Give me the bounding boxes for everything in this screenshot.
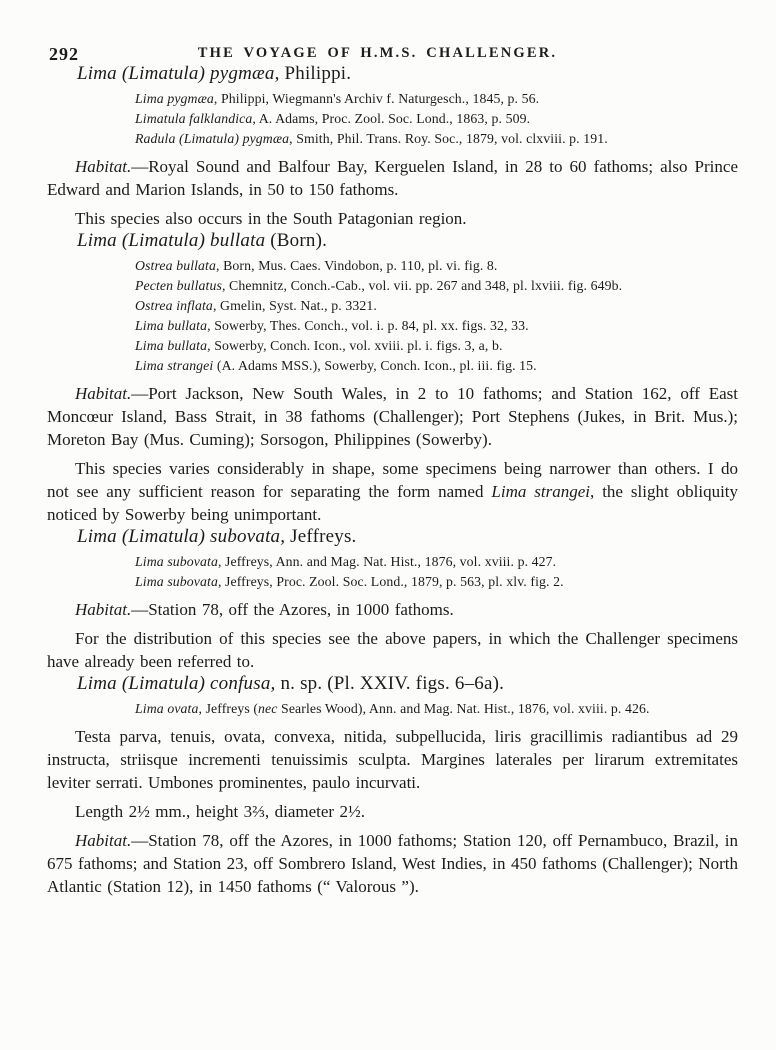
species-heading [77, 63, 738, 84]
synonymy-list [135, 89, 738, 149]
synonym-ref: , Gmelin, Syst. Nat., p. 3321. [212, 298, 377, 313]
synonym-line [135, 109, 738, 129]
synonym-line [135, 699, 738, 719]
synonym-name: Ostrea inflata [135, 298, 213, 313]
synonym-line [135, 256, 738, 276]
synonym-ref: , Chemnitz, Conch.-Cab., vol. vii. pp. 267 and 348, pl. lxviii. fig. 649b. [221, 278, 623, 293]
habitat-text: —Royal Sound and Balfour Bay, Kerguelen Island, in 28 to 60 fathoms; also Prince Edward and Marion Islands, in 50 to 150 fathoms. [47, 157, 738, 199]
synonymy-list [135, 699, 738, 719]
synonym-line [135, 572, 738, 592]
species-heading [77, 673, 738, 694]
species-heading [77, 526, 738, 547]
habitat-label: Habitat. [75, 600, 132, 619]
synonym-line [135, 89, 738, 109]
note-text: , the slight obliquity noticed by Sowerby being unimportant. [47, 482, 739, 524]
synonym-name: Pecten bullatus [135, 278, 222, 293]
habitat-paragraph [47, 155, 738, 201]
running-title: THE VOYAGE OF H.M.S. CHALLENGER. [197, 45, 558, 61]
habitat-paragraph [47, 598, 738, 621]
habitat-paragraph [47, 829, 738, 898]
synonym-name: Lima subovata [135, 554, 218, 569]
measurements-line: Length 2½ mm., height 3⅔, diameter 2½. [75, 802, 366, 821]
synonym-ref: Searles Wood), Ann. and Mag. Nat. Hist., 1876, vol. xviii. p. 426. [277, 701, 650, 716]
synonym-line [135, 276, 738, 296]
section-bullata [47, 230, 738, 526]
species-name: Lima (Limatula) bullata [77, 230, 266, 251]
synonym-name: Limatula falklandica [135, 111, 253, 126]
synonym-name: Radula (Limatula) pygmæa [135, 131, 290, 146]
species-author: n. sp. (Pl. XXIV. figs. 6–6a). [275, 673, 505, 694]
synonym-ref: (A. Adams MSS.), Sowerby, Conch. Icon., pl. iii. fig. 15. [213, 358, 537, 373]
note-paragraph [47, 457, 738, 526]
synonym-ref: , A. Adams, Proc. Zool. Soc. Lond., 1863, p. 509. [252, 111, 531, 126]
section-subovata [47, 526, 738, 673]
species-author: (Born). [265, 230, 328, 251]
section-confusa [47, 673, 738, 898]
species-heading [77, 230, 738, 251]
synonym-ref: , Sowerby, Conch. Icon., vol. xviii. pl. i. figs. 3, a, b. [207, 338, 503, 353]
synonym-ref: , Jeffreys, Ann. and Mag. Nat. Hist., 1876, vol. xviii. p. 427. [217, 554, 557, 569]
synonym-name: Lima pygmæa [135, 91, 214, 106]
habitat-text: —Station 78, off the Azores, in 1000 fathoms; Station 120, off Pernambuco, Brazil, in 675 fathoms; and Station 23, off Sombrero Island, West Indies, in 450 fathoms (Challenger); North Atlantic (Station 12), in 1450 fathoms (“ Valorous ”). [47, 831, 738, 896]
synonym-name: Lima strangei [135, 358, 214, 373]
species-author: Jeffreys. [285, 526, 357, 547]
synonym-name: Ostrea bullata [135, 258, 216, 273]
synonym-line [135, 336, 738, 356]
species-name: Lima (Limatula) pygmæa, [77, 63, 280, 84]
species-name: Lima (Limatula) subovata, [77, 526, 286, 547]
synonymy-list [135, 256, 738, 376]
synonym-ref: , Smith, Phil. Trans. Roy. Soc., 1879, vol. clxviii. p. 191. [289, 131, 608, 146]
synonym-ref: , Jeffreys, Proc. Zool. Soc. Lond., 1879, p. 563, pl. xlv. fig. 2. [217, 574, 564, 589]
note-text: This species varies considerably in shape, some specimens being narrower than others. I do not see any sufficient reason for separating the form named [47, 459, 738, 501]
habitat-label: Habitat. [75, 831, 132, 850]
synonym-line [135, 316, 738, 336]
habitat-paragraph [47, 382, 738, 451]
section-pygmaea [47, 63, 738, 230]
synonym-ref-nec: nec [258, 701, 278, 716]
habitat-text: —Port Jackson, New South Wales, in 2 to 10 fathoms; and Station 162, off East Moncœur Island, Bass Strait, in 38 fathoms (Challenger); Port Stephens (Jukes, in Brit. Mus.); Moreton Bay (Mus. Cuming); Sorsogon, Philippines (Sowerby). [47, 384, 738, 449]
synonym-line [135, 552, 738, 572]
latin-description: Testa parva, tenuis, ovata, convexa, nitida, subpellucida, liris gracillimis radiantibus ad 29 instructa, striisque incrementi tenuissimis sculpta. Margines laterales per lirarum extremitates leviter serrati. Umbones prominentes, paulo incurvati. [47, 727, 738, 792]
synonym-name: Lima ovata [135, 701, 199, 716]
synonym-line [135, 356, 738, 376]
synonym-name: Lima bullata [135, 338, 208, 353]
synonym-line [135, 129, 738, 149]
synonym-name: Lima subovata [135, 574, 218, 589]
synonym-ref: , Born, Mus. Caes. Vindobon, p. 110, pl. vi. fig. 8. [216, 258, 498, 273]
synonym-ref: , Jeffreys ( [198, 701, 259, 716]
species-author: Philippi. [279, 63, 352, 84]
habitat-label: Habitat. [75, 384, 132, 403]
species-name-inline: Lima strangei [491, 482, 591, 501]
note-paragraph: For the distribution of this species see the above papers, in which the Challenger specimens have already been referred to. [47, 629, 738, 671]
running-head [47, 44, 738, 63]
note-paragraph: This species also occurs in the South Patagonian region. [75, 209, 467, 228]
synonymy-list [135, 552, 738, 592]
synonym-ref: , Sowerby, Thes. Conch., vol. i. p. 84, pl. xx. figs. 32, 33. [207, 318, 529, 333]
synonym-ref: , Philippi, Wiegmann's Archiv f. Naturgesch., 1845, p. 56. [213, 91, 540, 106]
page-number: 292 [49, 44, 79, 64]
habitat-text: —Station 78, off the Azores, in 1000 fathoms. [131, 600, 454, 619]
habitat-label: Habitat. [75, 157, 132, 176]
synonym-name: Lima bullata [135, 318, 208, 333]
synonym-line [135, 296, 738, 316]
species-name: Lima (Limatula) confusa, [77, 673, 276, 694]
